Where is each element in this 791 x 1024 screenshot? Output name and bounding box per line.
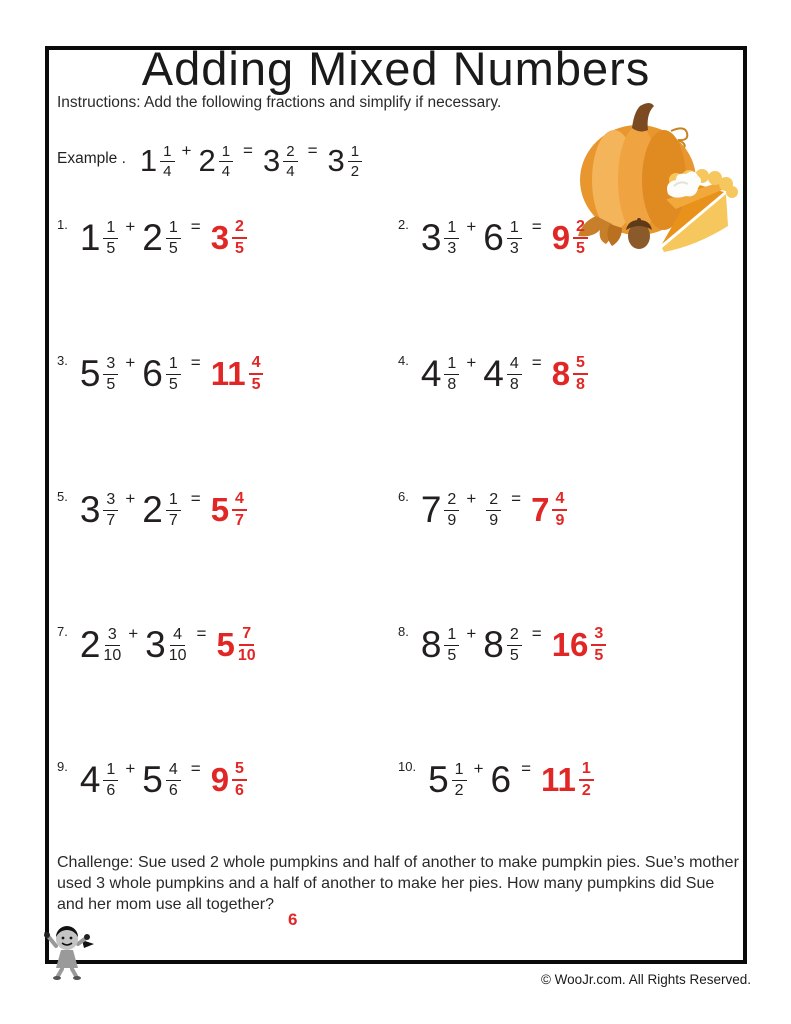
equals-operator: = xyxy=(521,759,532,778)
equals-operator: = xyxy=(531,217,542,236)
fraction: $\frac{1}{6}$ xyxy=(103,762,118,799)
fraction: $\frac{5}{6}$ xyxy=(232,761,247,799)
problem-number: 8. xyxy=(398,623,409,639)
fraction: $\frac{1}{2}$ xyxy=(452,762,467,799)
plus-operator: + xyxy=(466,217,477,236)
girl-mascot-icon xyxy=(42,924,104,980)
fraction: $\frac{2}{5}$ xyxy=(573,219,588,257)
answer-mixed-number: 9 $\frac{2}{5}$ xyxy=(552,218,588,256)
instructions-text: Instructions: Add the following fractions and simplify if necessary. xyxy=(57,94,502,111)
problem-number: 1. xyxy=(57,216,68,232)
mixed-number-term: 4 $\frac{4}{8}$ xyxy=(483,355,521,392)
plus-operator: + xyxy=(125,217,136,236)
mixed-number-term: 2 $\frac{1}{5}$ xyxy=(142,219,180,256)
equals-operator: = xyxy=(190,759,201,778)
fraction: $\frac{4}{7}$ xyxy=(232,491,247,529)
problem-5 xyxy=(57,490,247,528)
answer xyxy=(552,218,588,256)
fraction: $\frac{1}{5}$ xyxy=(103,220,118,257)
example-label: Example . xyxy=(57,149,126,167)
problem-number: 7. xyxy=(57,623,68,639)
problem-6 xyxy=(398,490,567,528)
fraction: $\frac{2}{9}$ xyxy=(444,492,459,529)
mixed-number-term: 8 $\frac{2}{5}$ xyxy=(483,626,521,663)
example-term-3: 3 $\frac{2}{4}$ xyxy=(263,143,298,178)
mixed-number-term: 2 $\frac{1}{7}$ xyxy=(142,491,180,528)
fraction: $\frac{1}{2}$ xyxy=(348,144,362,179)
fraction: $\frac{2}{5}$ xyxy=(507,627,522,664)
answer xyxy=(552,354,588,392)
plus-operator: + xyxy=(473,759,484,778)
example-term-1: 1 $\frac{1}{4}$ xyxy=(140,143,175,178)
equals-operator: = xyxy=(531,353,542,372)
mixed-number-term: 4 $\frac{1}{6}$ xyxy=(80,761,118,798)
example-term-4: 3 $\frac{1}{2}$ xyxy=(328,143,363,178)
equals-operator: = xyxy=(196,624,207,643)
fraction: $\frac{1}{8}$ xyxy=(444,356,459,393)
problem-number: 9. xyxy=(57,758,68,774)
fraction: $\frac{5}{8}$ xyxy=(573,355,588,393)
fraction: $\frac{4}{9}$ xyxy=(552,491,567,529)
mixed-number-term: 6 $\frac{1}{3}$ xyxy=(483,219,521,256)
mixed-number-term: 1 $\frac{1}{5}$ xyxy=(80,219,118,256)
fraction: $\frac{4}{10}$ xyxy=(168,625,187,664)
answer xyxy=(552,625,607,663)
fraction: $\frac{1}{5}$ xyxy=(444,627,459,664)
problem-number: 3. xyxy=(57,352,68,368)
mixed-number-term: 2 $\frac{3}{10}$ xyxy=(79,623,122,665)
pumpkin-pie-illustration-icon xyxy=(576,98,744,256)
answer-mixed-number: 8 $\frac{5}{8}$ xyxy=(552,354,588,392)
answer xyxy=(211,490,247,528)
plus-operator: + xyxy=(128,624,139,643)
fraction: $\frac{2}{9}$ xyxy=(486,492,501,529)
answer-mixed-number: 7 $\frac{4}{9}$ xyxy=(531,490,567,528)
mixed-number-term: 6 xyxy=(490,758,512,800)
problem-number: 10. xyxy=(398,758,417,774)
mixed-number-term: 6 $\frac{1}{5}$ xyxy=(142,355,180,392)
equals-operator: = xyxy=(307,140,318,160)
problem-number: 5. xyxy=(57,488,68,504)
answer xyxy=(531,490,567,528)
fraction: $\frac{2}{4}$ xyxy=(283,144,297,179)
mixed-number-term: 5 $\frac{1}{2}$ xyxy=(428,761,466,798)
challenge-text: Challenge: Sue used 2 whole pumpkins and half of another to make pumpkin pies. Sue’s mother used 3 whole pumpkins and a half of another to make her pies. How many pumpkins did Sue and her mom use all together? xyxy=(57,854,739,914)
plus-operator: + xyxy=(466,353,477,372)
challenge-answer: 6 xyxy=(288,910,298,929)
fraction: $\frac{7}{10}$ xyxy=(237,625,256,664)
fraction: $\frac{1}{3}$ xyxy=(444,220,459,257)
fraction: $\frac{3}{5}$ xyxy=(591,626,606,664)
answer xyxy=(211,218,247,256)
mixed-number-term xyxy=(483,491,501,528)
mixed-number-term: 8 $\frac{1}{5}$ xyxy=(421,626,459,663)
problem-number: 6. xyxy=(398,488,409,504)
answer xyxy=(211,760,247,798)
plus-operator: + xyxy=(181,140,192,160)
mixed-number-term: 3 $\frac{1}{3}$ xyxy=(421,219,459,256)
fraction: $\frac{4}{5}$ xyxy=(249,355,264,393)
fraction: $\frac{1}{4}$ xyxy=(160,144,174,179)
example-term-2: 2 $\frac{1}{4}$ xyxy=(198,143,233,178)
fraction: $\frac{1}{5}$ xyxy=(166,356,181,393)
equals-operator: = xyxy=(511,489,522,508)
fraction: $\frac{1}{5}$ xyxy=(166,220,181,257)
fraction: $\frac{4}{8}$ xyxy=(507,356,522,393)
fraction: $\frac{3}{7}$ xyxy=(103,492,118,529)
problem-9 xyxy=(57,760,247,798)
page-title: Adding Mixed Numbers xyxy=(141,42,651,95)
answer xyxy=(541,760,594,798)
example-row xyxy=(57,140,362,180)
answer-mixed-number: 9 $\frac{5}{6}$ xyxy=(211,760,247,798)
answer xyxy=(216,625,255,663)
answer-mixed-number: 5 $\frac{4}{7}$ xyxy=(211,490,247,528)
mixed-number-term: 3 $\frac{4}{10}$ xyxy=(145,623,187,665)
answer-mixed-number: 3 $\frac{2}{5}$ xyxy=(211,218,247,256)
problem-7 xyxy=(57,625,256,663)
equals-operator: = xyxy=(531,624,542,643)
problem-10 xyxy=(398,760,594,798)
plus-operator: + xyxy=(125,759,136,778)
answer-mixed-number: 11 $\frac{1}{2}$ xyxy=(541,760,594,798)
problem-2 xyxy=(398,218,588,256)
problem-1 xyxy=(57,218,247,256)
answer xyxy=(211,354,264,392)
equals-operator: = xyxy=(190,489,201,508)
mixed-number-term: 5 $\frac{3}{5}$ xyxy=(80,355,118,392)
mixed-number-term: 7 $\frac{2}{9}$ xyxy=(421,491,459,528)
answer-mixed-number: 16 $\frac{3}{5}$ xyxy=(552,625,607,663)
problem-number: 2. xyxy=(398,216,409,232)
fraction: $\frac{4}{6}$ xyxy=(166,762,181,799)
equals-operator: = xyxy=(190,217,201,236)
answer-mixed-number: 5 $\frac{7}{10}$ xyxy=(216,625,256,664)
plus-operator: + xyxy=(466,489,477,508)
fraction: $\frac{1}{2}$ xyxy=(579,761,594,799)
fraction: $\frac{3}{10}$ xyxy=(103,625,122,664)
equals-operator: = xyxy=(190,353,201,372)
equals-operator: = xyxy=(243,140,253,160)
fraction: $\frac{1}{7}$ xyxy=(166,492,181,529)
fraction: $\frac{2}{5}$ xyxy=(232,219,247,257)
problem-number: 4. xyxy=(398,352,409,368)
problem-8 xyxy=(398,625,606,663)
plus-operator: + xyxy=(466,624,477,643)
answer-mixed-number: 11 $\frac{4}{5}$ xyxy=(211,354,264,392)
fraction: $\frac{3}{5}$ xyxy=(103,356,118,393)
problem-4 xyxy=(398,354,588,392)
fraction: $\frac{1}{3}$ xyxy=(507,220,522,257)
copyright-text: © WooJr.com. All Rights Reserved. xyxy=(540,972,751,987)
mixed-number-term: 4 $\frac{1}{8}$ xyxy=(421,355,459,392)
plus-operator: + xyxy=(125,489,136,508)
plus-operator: + xyxy=(125,353,136,372)
mixed-number-term: 3 $\frac{3}{7}$ xyxy=(80,491,118,528)
mixed-number-term: 5 $\frac{4}{6}$ xyxy=(142,761,180,798)
problem-3 xyxy=(57,354,263,392)
fraction: $\frac{1}{4}$ xyxy=(219,144,233,179)
